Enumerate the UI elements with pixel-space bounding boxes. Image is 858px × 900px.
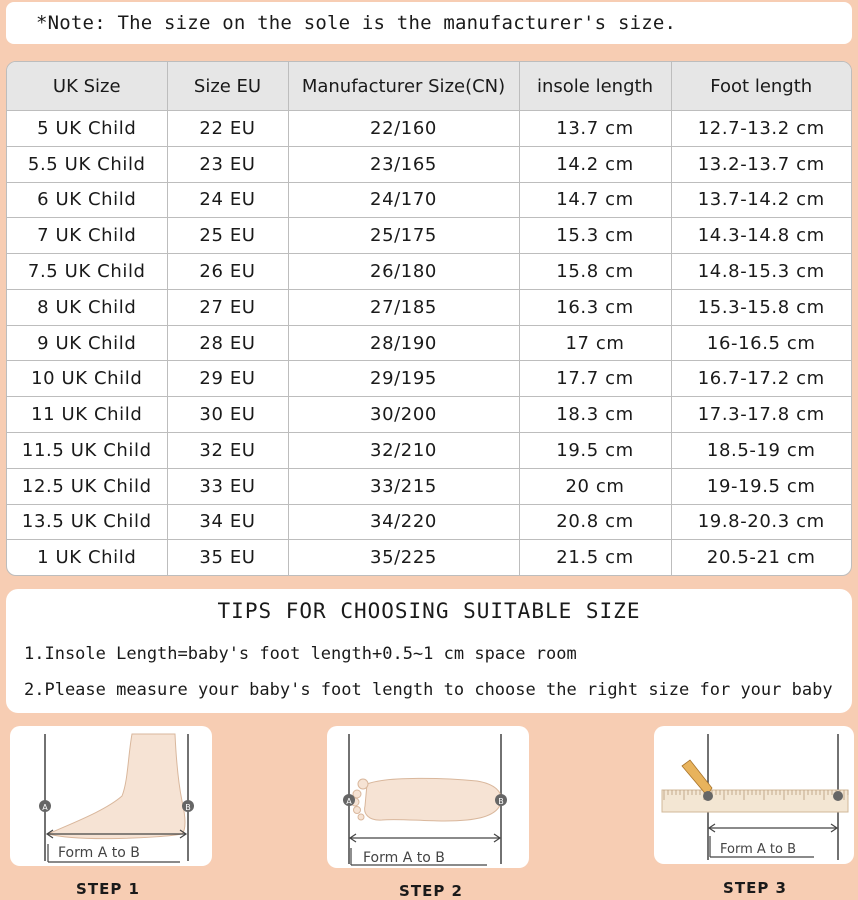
cell-foot-length: 14.8-15.3 cm [671, 254, 851, 290]
tip-insole-formula: 1.Insole Length=baby's foot length+0.5~1 cm space room [24, 644, 577, 664]
step-1-point-a: A [42, 803, 48, 812]
table-row [7, 218, 851, 254]
cell-size-eu: 29 EU [167, 361, 288, 397]
cell-manufacturer-size: 34/220 [288, 504, 519, 540]
cell-foot-length: 13.2-13.7 cm [671, 146, 851, 182]
cell-manufacturer-size: 23/165 [288, 146, 519, 182]
cell-uk-size: 12.5 UK Child [7, 468, 167, 504]
cell-manufacturer-size: 25/175 [288, 218, 519, 254]
table-row [7, 254, 851, 290]
table-row [7, 146, 851, 182]
cell-size-eu: 30 EU [167, 397, 288, 433]
cell-manufacturer-size: 27/185 [288, 289, 519, 325]
cell-foot-length: 19.8-20.3 cm [671, 504, 851, 540]
cell-manufacturer-size: 26/180 [288, 254, 519, 290]
cell-insole-length: 17.7 cm [519, 361, 671, 397]
foot-side-icon [10, 726, 212, 866]
size-rows [7, 111, 851, 576]
cell-uk-size: 1 UK Child [7, 540, 167, 575]
table-row [7, 504, 851, 540]
cell-foot-length: 16-16.5 cm [671, 325, 851, 361]
table-row [7, 325, 851, 361]
cell-foot-length: 17.3-17.8 cm [671, 397, 851, 433]
cell-size-eu: 35 EU [167, 540, 288, 575]
cell-foot-length: 13.7-14.2 cm [671, 182, 851, 218]
cell-manufacturer-size: 32/210 [288, 433, 519, 469]
cell-insole-length: 20.8 cm [519, 504, 671, 540]
cell-size-eu: 22 EU [167, 111, 288, 147]
step-2-point-a: A [346, 797, 352, 806]
cell-size-eu: 34 EU [167, 504, 288, 540]
cell-size-eu: 33 EU [167, 468, 288, 504]
ruler-pencil-icon [654, 726, 854, 864]
step-3-label: STEP 3 [723, 879, 787, 897]
tips-panel [6, 589, 852, 713]
cell-size-eu: 27 EU [167, 289, 288, 325]
cell-insole-length: 15.8 cm [519, 254, 671, 290]
step-1-card [10, 726, 212, 866]
step-2-label: STEP 2 [399, 882, 463, 900]
cell-manufacturer-size: 33/215 [288, 468, 519, 504]
cell-uk-size: 11 UK Child [7, 397, 167, 433]
step-1-label: STEP 1 [76, 880, 140, 898]
cell-size-eu: 26 EU [167, 254, 288, 290]
cell-foot-length: 16.7-17.2 cm [671, 361, 851, 397]
cell-foot-length: 14.3-14.8 cm [671, 218, 851, 254]
header-foot-length: Foot length [671, 62, 851, 111]
cell-uk-size: 5.5 UK Child [7, 146, 167, 182]
tip-measure-foot: 2.Please measure your baby's foot length to choose the right size for your baby [24, 680, 833, 700]
table-row [7, 540, 851, 575]
cell-uk-size: 6 UK Child [7, 182, 167, 218]
step-1-caption: Form A to B [58, 845, 140, 861]
manufacturer-size-note: *Note: The size on the sole is the manufacturer's size. [6, 2, 852, 44]
table-row [7, 111, 851, 147]
cell-foot-length: 12.7-13.2 cm [671, 111, 851, 147]
cell-insole-length: 16.3 cm [519, 289, 671, 325]
step-1-point-b: B [185, 803, 191, 812]
cell-uk-size: 9 UK Child [7, 325, 167, 361]
cell-insole-length: 17 cm [519, 325, 671, 361]
cell-foot-length: 15.3-15.8 cm [671, 289, 851, 325]
step-3-caption: Form A to B [720, 842, 797, 857]
cell-uk-size: 13.5 UK Child [7, 504, 167, 540]
step-2-caption: Form A to B [363, 850, 445, 866]
table-row [7, 182, 851, 218]
tips-title: TIPS FOR CHOOSING SUITABLE SIZE [217, 599, 641, 623]
cell-uk-size: 7.5 UK Child [7, 254, 167, 290]
step-2-card [327, 726, 529, 868]
cell-insole-length: 14.7 cm [519, 182, 671, 218]
cell-foot-length: 18.5-19 cm [671, 433, 851, 469]
table-row [7, 397, 851, 433]
table-header-row [7, 62, 851, 111]
cell-size-eu: 23 EU [167, 146, 288, 182]
foot-top-icon [327, 726, 529, 868]
cell-manufacturer-size: 30/200 [288, 397, 519, 433]
cell-manufacturer-size: 35/225 [288, 540, 519, 575]
step-3-card [654, 726, 854, 864]
cell-uk-size: 8 UK Child [7, 289, 167, 325]
cell-size-eu: 24 EU [167, 182, 288, 218]
cell-insole-length: 18.3 cm [519, 397, 671, 433]
cell-manufacturer-size: 24/170 [288, 182, 519, 218]
cell-size-eu: 32 EU [167, 433, 288, 469]
table-row [7, 289, 851, 325]
cell-insole-length: 15.3 cm [519, 218, 671, 254]
cell-insole-length: 13.7 cm [519, 111, 671, 147]
table-row [7, 361, 851, 397]
cell-insole-length: 14.2 cm [519, 146, 671, 182]
cell-uk-size: 7 UK Child [7, 218, 167, 254]
cell-uk-size: 10 UK Child [7, 361, 167, 397]
header-insole-length: insole length [519, 62, 671, 111]
cell-foot-length: 19-19.5 cm [671, 468, 851, 504]
cell-insole-length: 20 cm [519, 468, 671, 504]
cell-manufacturer-size: 22/160 [288, 111, 519, 147]
table-row [7, 468, 851, 504]
cell-manufacturer-size: 29/195 [288, 361, 519, 397]
cell-insole-length: 19.5 cm [519, 433, 671, 469]
cell-uk-size: 11.5 UK Child [7, 433, 167, 469]
cell-manufacturer-size: 28/190 [288, 325, 519, 361]
cell-insole-length: 21.5 cm [519, 540, 671, 575]
cell-foot-length: 20.5-21 cm [706, 547, 816, 569]
step-2-point-b: B [498, 797, 504, 806]
header-size-eu: Size EU [167, 62, 288, 111]
cell-size-eu: 28 EU [167, 325, 288, 361]
table-row [7, 433, 851, 469]
cell-size-eu: 25 EU [167, 218, 288, 254]
size-chart-table [6, 61, 852, 576]
cell-uk-size: 5 UK Child [7, 111, 167, 147]
header-manufacturer-size: Manufacturer Size(CN) [288, 62, 519, 111]
header-uk-size: UK Size [7, 62, 167, 111]
